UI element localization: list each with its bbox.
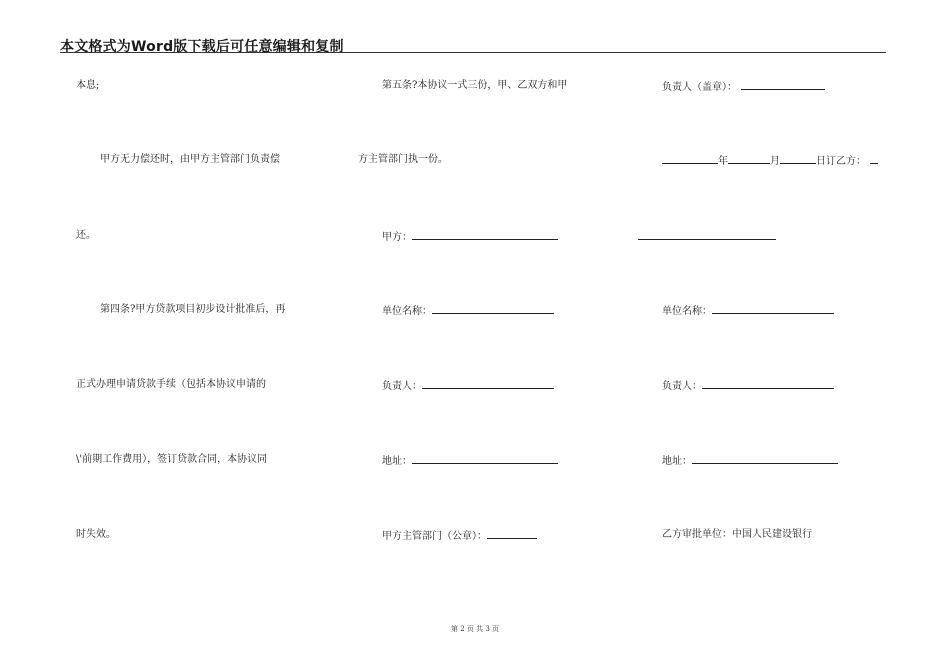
party-b-person-label: 负责人： — [662, 381, 702, 392]
left-line-4: 第四条?甲方贷款项目初步设计批准后，再 — [100, 304, 286, 315]
party-a-line — [382, 230, 558, 244]
header-divider — [60, 52, 886, 53]
right-blank-line — [638, 230, 776, 244]
party-a-address-label: 地址： — [382, 456, 412, 467]
right-seal-blank — [741, 80, 825, 90]
party-b-person-line — [662, 379, 834, 393]
party-a-authority-label: 甲方主管部门（公章）： — [382, 531, 487, 542]
party-b-person-blank — [702, 379, 834, 389]
left-line-2: 甲方无力偿还时，由甲方主管部门负责偿 — [100, 154, 280, 165]
party-b-unit-name-label: 单位名称： — [662, 306, 712, 317]
party-b-blank — [870, 154, 878, 164]
date-month-label: 月 — [770, 156, 780, 167]
date-month-blank — [728, 154, 770, 164]
date-year-blank — [662, 154, 718, 164]
party-b-approval-line: 乙方审批单位：中国人民建设银行 — [662, 529, 812, 540]
party-b-unit-name-blank — [712, 304, 834, 314]
date-year-label: 年 — [718, 156, 728, 167]
date-line — [662, 154, 878, 168]
page-number: 第 2 页 共 3 页 — [450, 625, 500, 633]
right-seal-line — [662, 80, 825, 94]
left-line-1: 本息; — [76, 80, 100, 91]
party-b-address-blank — [692, 454, 838, 464]
left-line-5: 正式办理申请贷款手续（包括本协议申请的 — [76, 379, 266, 390]
party-a-address-line — [382, 454, 558, 468]
party-a-person-blank — [422, 379, 554, 389]
left-line-7: 时失效。 — [76, 529, 116, 540]
party-a-unit-name-blank — [432, 304, 554, 314]
party-a-address-blank — [412, 454, 558, 464]
date-day-blank — [780, 154, 816, 164]
date-day-party-b-label: 日订乙方： — [816, 156, 866, 167]
party-a-unit-name-label: 单位名称： — [382, 306, 432, 317]
left-line-3: 还。 — [76, 230, 96, 241]
right-standalone-blank — [638, 230, 776, 240]
party-b-unit-name-line — [662, 304, 834, 318]
left-line-6: \'前期工作费用），签订贷款合同，本协议同 — [76, 454, 268, 465]
middle-line-2: 方主管部门执一份。 — [358, 154, 448, 165]
page-header-title: 本文格式为Word版下载后可任意编辑和复制 — [60, 39, 344, 55]
party-a-person-line — [382, 379, 554, 393]
middle-line-1: 第五条?本协议一式三份，甲、乙双方和甲 — [382, 80, 568, 91]
party-a-person-label: 负责人： — [382, 381, 422, 392]
party-a-unit-name-line — [382, 304, 554, 318]
party-a-authority-blank — [487, 529, 537, 539]
party-b-address-line — [662, 454, 838, 468]
party-a-blank — [412, 230, 558, 240]
party-a-label: 甲方： — [382, 232, 412, 243]
right-seal-label: 负责人（盖章）： — [662, 82, 737, 93]
party-b-address-label: 地址： — [662, 456, 692, 467]
party-a-authority-line — [382, 529, 537, 543]
